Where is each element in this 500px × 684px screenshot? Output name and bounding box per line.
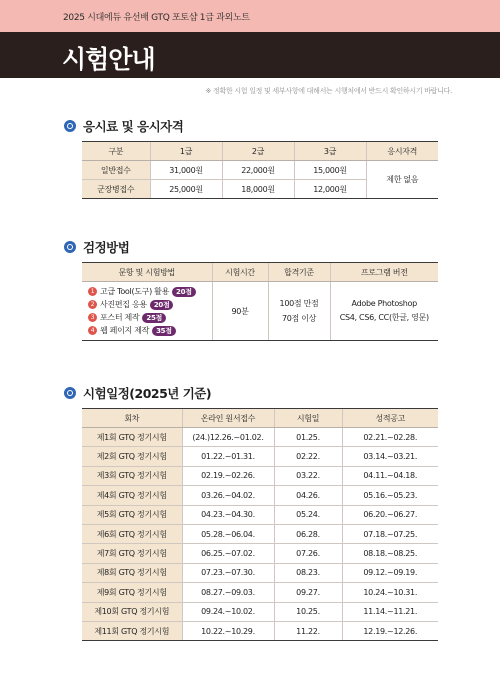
fee-row-label: 일반접수 — [82, 161, 150, 180]
target-circle-icon — [64, 241, 76, 253]
page-title-band — [0, 32, 500, 78]
item-number: 4 — [88, 326, 97, 335]
fee-header-level2: 2급 — [222, 142, 294, 161]
schedule-exam-date-cell: 09.27. — [274, 583, 342, 602]
schedule-header-results: 성적공고 — [342, 409, 438, 428]
fee-table-header-row — [82, 142, 438, 161]
schedule-exam-date-cell: 01.25. — [274, 428, 342, 447]
table-row — [82, 544, 438, 563]
target-circle-icon — [64, 387, 76, 399]
item-text: 웹 페이지 제작 — [100, 326, 150, 335]
schedule-round-cell: 제2회 GTQ 정기시험 — [82, 447, 182, 466]
item-number: 1 — [88, 287, 97, 296]
schedule-header-exam-date: 시험일 — [274, 409, 342, 428]
table-row — [82, 621, 438, 640]
table-row — [82, 447, 438, 466]
table-row — [82, 563, 438, 582]
method-table — [82, 262, 438, 341]
schedule-results-cell: 03.14.~03.21. — [342, 447, 438, 466]
schedule-registration-cell: 04.23.~04.30. — [182, 505, 274, 524]
item-text: 포스터 제작 — [100, 313, 140, 322]
table-row — [82, 161, 438, 180]
method-header-time: 시험시간 — [212, 263, 268, 282]
schedule-table — [82, 408, 438, 641]
list-item — [88, 311, 212, 324]
schedule-round-cell: 제6회 GTQ 정기시험 — [82, 524, 182, 543]
schedule-round-cell: 제4회 GTQ 정기시험 — [82, 486, 182, 505]
list-item — [88, 298, 212, 311]
fee-header-eligibility: 응시자격 — [366, 142, 438, 161]
pass-criteria-cell — [268, 282, 330, 341]
fee-cell: 12,000원 — [294, 180, 366, 199]
exam-time-cell: 90분 — [212, 282, 268, 341]
schedule-results-cell: 05.16.~05.23. — [342, 486, 438, 505]
schedule-results-cell: 04.11.~04.18. — [342, 466, 438, 485]
item-number: 3 — [88, 313, 97, 322]
schedule-round-cell: 제5회 GTQ 정기시험 — [82, 505, 182, 524]
schedule-round-cell: 제3회 GTQ 정기시험 — [82, 466, 182, 485]
schedule-results-cell: 02.21.~02.28. — [342, 428, 438, 447]
score-badge: 35점 — [152, 326, 176, 336]
schedule-registration-cell: 07.23.~07.30. — [182, 563, 274, 582]
schedule-registration-cell: 01.22.~01.31. — [182, 447, 274, 466]
program-version-cell — [330, 282, 438, 341]
table-row — [82, 505, 438, 524]
fee-cell: 22,000원 — [222, 161, 294, 180]
list-item — [88, 285, 212, 298]
schedule-registration-cell: 09.24.~10.02. — [182, 602, 274, 621]
schedule-round-cell: 제10회 GTQ 정기시험 — [82, 602, 182, 621]
program-line-1: Adobe Photoshop — [351, 299, 417, 308]
page-title: 시험안내 — [62, 45, 155, 74]
table-row — [82, 466, 438, 485]
score-badge: 25점 — [142, 313, 166, 323]
program-line-2: CS4, CS6, CC(한글, 영문) — [339, 313, 429, 322]
schedule-registration-cell: 08.27.~09.03. — [182, 583, 274, 602]
schedule-registration-cell: 05.28.~06.04. — [182, 524, 274, 543]
score-badge: 20점 — [172, 287, 196, 297]
fee-section-title: 응시료 및 응시자격 — [83, 119, 184, 134]
pass-line-1: 100점 만점 — [279, 299, 319, 308]
notice-text: ※ 정확한 시험 일정 및 세부사항에 대해서는 시행처에서 반드시 확인하시기 바랍니다. — [205, 87, 452, 95]
schedule-exam-date-cell: 05.24. — [274, 505, 342, 524]
eligibility-cell: 제한 없음 — [366, 161, 438, 199]
book-title: 2025 시대에듀 유선배 GTQ 포토샵 1급 과외노트 — [63, 13, 250, 23]
schedule-registration-cell: (24.)12.26.~01.02. — [182, 428, 274, 447]
fee-header-level3: 3급 — [294, 142, 366, 161]
schedule-exam-date-cell: 04.26. — [274, 486, 342, 505]
schedule-round-cell: 제1회 GTQ 정기시험 — [82, 428, 182, 447]
schedule-exam-date-cell: 07.26. — [274, 544, 342, 563]
score-badge: 20점 — [150, 300, 174, 310]
schedule-registration-cell: 03.26.~04.02. — [182, 486, 274, 505]
schedule-exam-date-cell: 02.22. — [274, 447, 342, 466]
method-section-heading — [64, 238, 129, 256]
table-row — [82, 602, 438, 621]
exam-items-cell — [82, 282, 212, 341]
schedule-exam-date-cell: 11.22. — [274, 621, 342, 640]
fee-section-heading — [64, 117, 183, 135]
method-section-title: 검정방법 — [83, 240, 130, 255]
table-row — [82, 583, 438, 602]
fee-cell: 31,000원 — [150, 161, 222, 180]
schedule-exam-date-cell: 10.25. — [274, 602, 342, 621]
schedule-round-cell: 제9회 GTQ 정기시험 — [82, 583, 182, 602]
fee-cell: 15,000원 — [294, 161, 366, 180]
item-text: 사진편집 응용 — [100, 300, 147, 309]
fee-cell: 25,000원 — [150, 180, 222, 199]
table-row — [82, 282, 438, 341]
item-number: 2 — [88, 300, 97, 309]
schedule-registration-cell: 02.19.~02.26. — [182, 466, 274, 485]
pass-line-2: 70점 이상 — [281, 314, 317, 323]
method-header-program: 프로그램 버전 — [330, 263, 438, 282]
fee-header-level1: 1급 — [150, 142, 222, 161]
schedule-registration-cell: 06.25.~07.02. — [182, 544, 274, 563]
method-table-header-row — [82, 263, 438, 282]
schedule-header-registration: 온라인 원서접수 — [182, 409, 274, 428]
schedule-header-round: 회차 — [82, 409, 182, 428]
schedule-results-cell: 11.14.~11.21. — [342, 602, 438, 621]
schedule-exam-date-cell: 08.23. — [274, 563, 342, 582]
method-header-items: 문항 및 시험방법 — [82, 263, 212, 282]
schedule-section-title: 시험일정(2025년 기준) — [83, 386, 212, 401]
table-row — [82, 428, 438, 447]
table-row — [82, 486, 438, 505]
schedule-exam-date-cell: 03.22. — [274, 466, 342, 485]
list-item — [88, 324, 212, 337]
schedule-round-cell: 제8회 GTQ 정기시험 — [82, 563, 182, 582]
schedule-round-cell: 제7회 GTQ 정기시험 — [82, 544, 182, 563]
schedule-table-header-row — [82, 409, 438, 428]
table-row — [82, 524, 438, 543]
schedule-results-cell: 09.12.~09.19. — [342, 563, 438, 582]
fee-cell: 18,000원 — [222, 180, 294, 199]
schedule-section-heading — [64, 384, 211, 402]
schedule-exam-date-cell: 06.28. — [274, 524, 342, 543]
schedule-results-cell: 12.19.~12.26. — [342, 621, 438, 640]
schedule-results-cell: 06.20.~06.27. — [342, 505, 438, 524]
method-header-pass: 합격기준 — [268, 263, 330, 282]
fee-row-label: 군장병접수 — [82, 180, 150, 199]
fee-table — [82, 141, 438, 199]
schedule-body — [82, 428, 438, 641]
fee-header-category: 구분 — [82, 142, 150, 161]
item-text: 고급 Tool(도구) 활용 — [100, 287, 170, 296]
schedule-results-cell: 07.18.~07.25. — [342, 524, 438, 543]
schedule-round-cell: 제11회 GTQ 정기시험 — [82, 621, 182, 640]
schedule-registration-cell: 10.22.~10.29. — [182, 621, 274, 640]
schedule-results-cell: 10.24.~10.31. — [342, 583, 438, 602]
target-circle-icon — [64, 120, 76, 132]
book-header-band — [0, 0, 500, 32]
schedule-results-cell: 08.18.~08.25. — [342, 544, 438, 563]
